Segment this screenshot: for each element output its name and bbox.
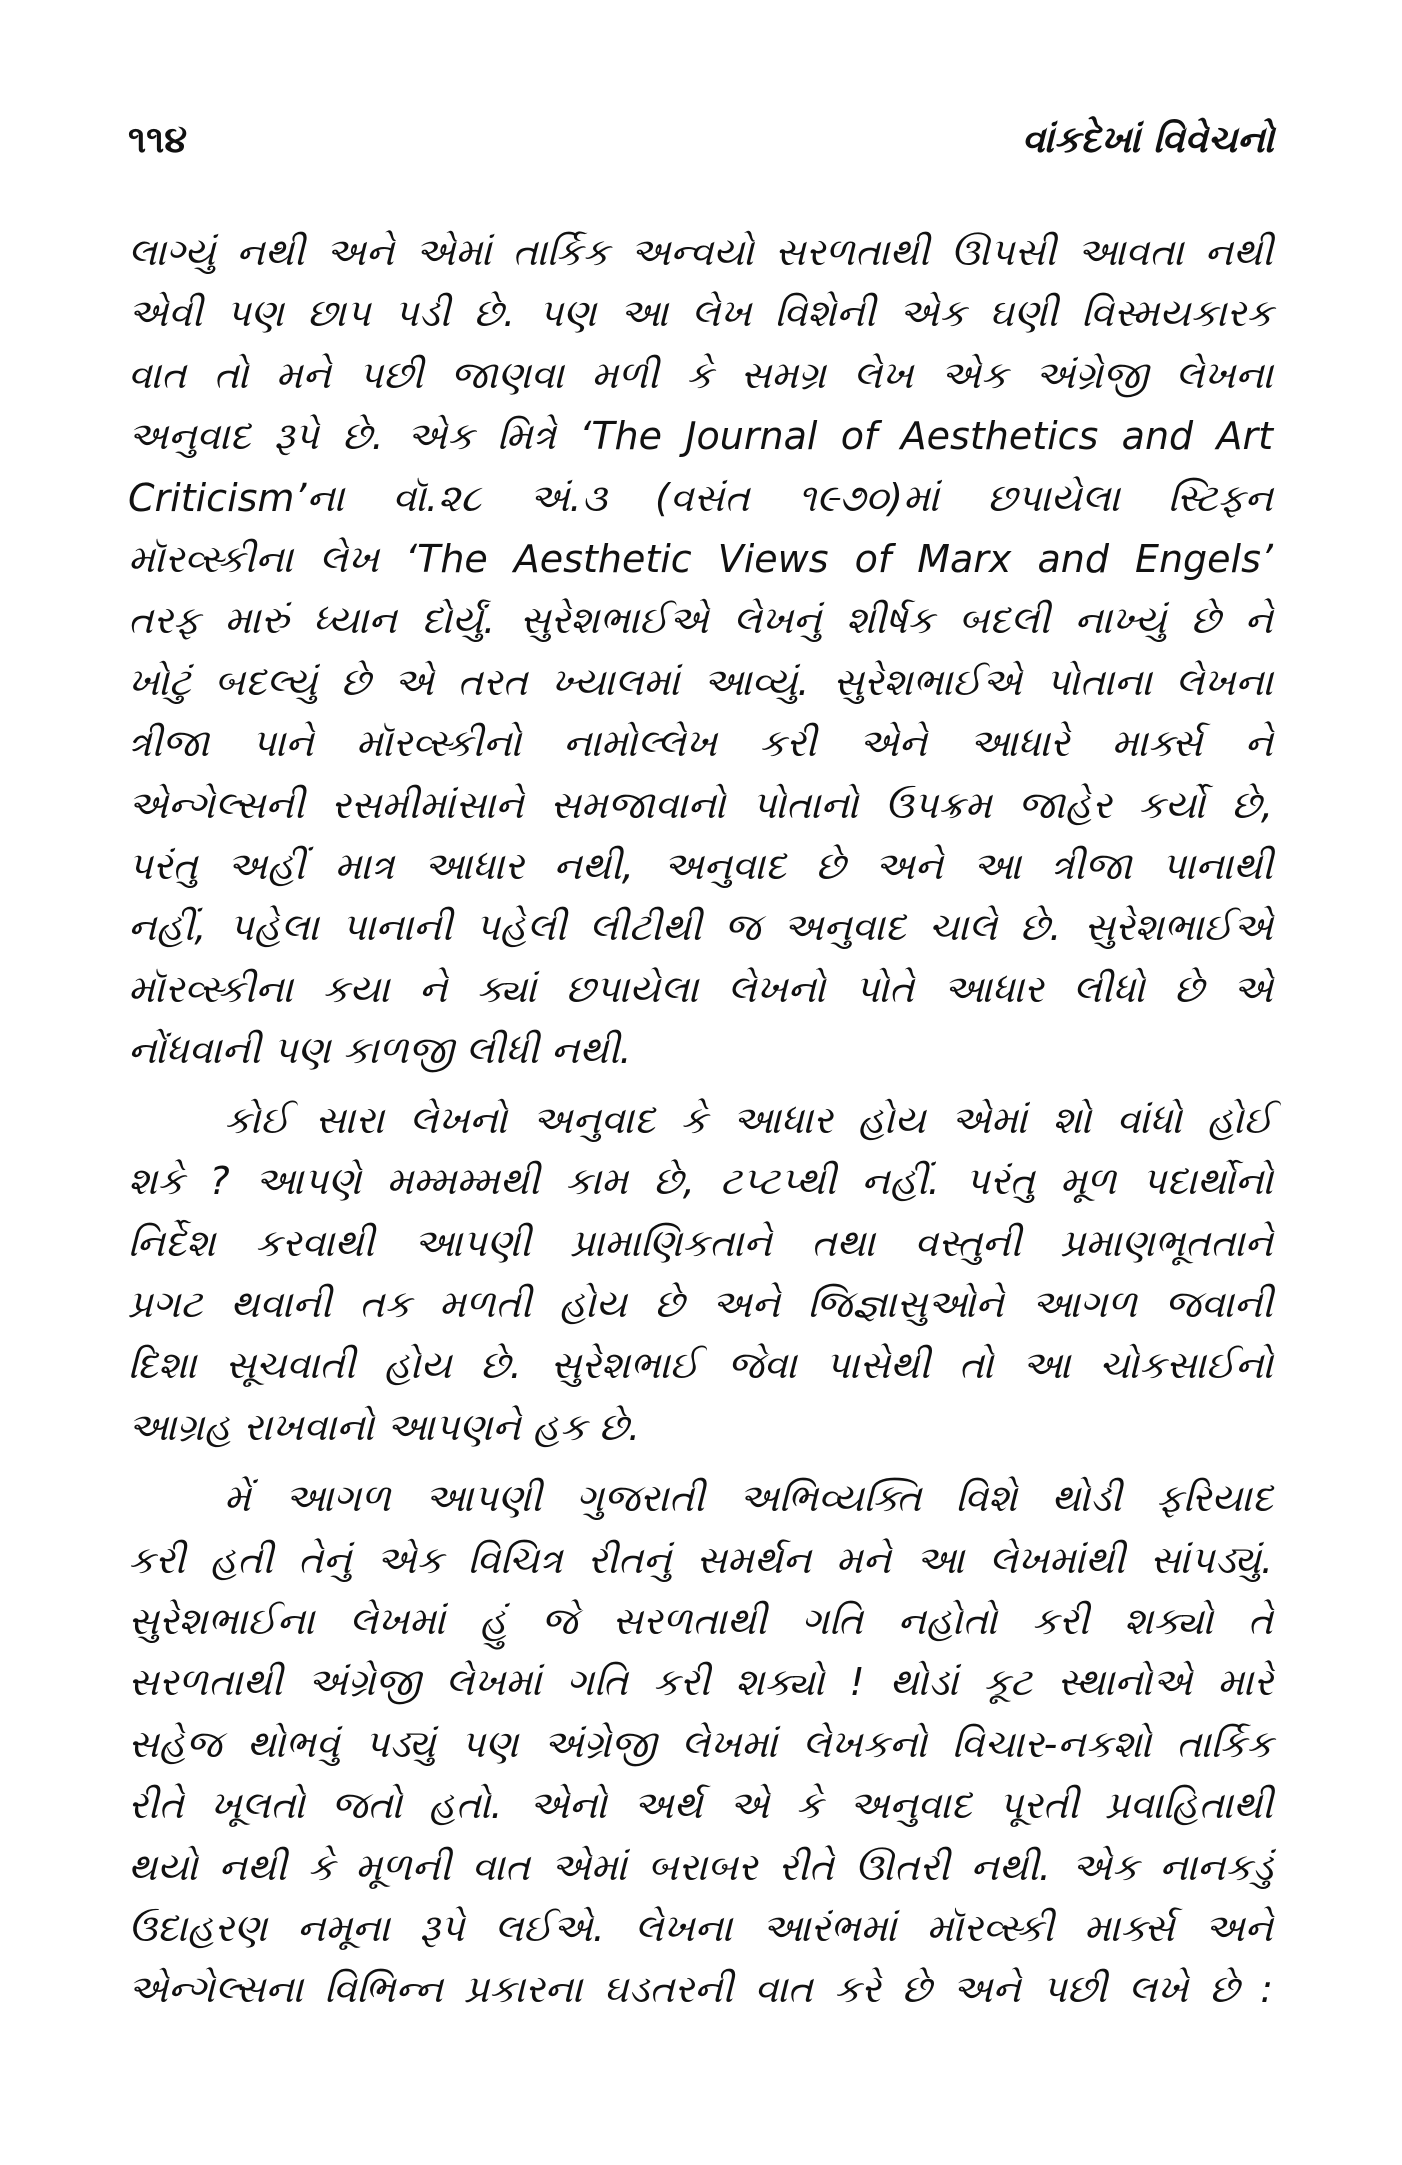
paragraph-1 <box>128 222 1273 1082</box>
text-line: લાગ્યું નથી અને એમાં તાર્કિક અન્વયો સરળતાથી ઊપસી આવતા નથી <box>128 230 1273 274</box>
running-title: વાંકદેખાં વિવેચનો <box>1021 118 1274 161</box>
text-line: શકે ? આપણે મમ્મમ્મથી કામ છે, ટપ્ટપ્થી નહીં. પરંતુ મૂળ પદાર્થોનો <box>128 1159 1273 1204</box>
text-line: કરી હતી તેનું એક વિચિત્ર રીતનું સમર્થન મને આ લેખમાંથી સાંપડ્યું. <box>128 1537 1273 1582</box>
page-number: ૧૧૪ <box>128 118 188 161</box>
text-line: થયો નથી કે મૂળની વાત એમાં બરાબર રીતે ઊતરી નથી. એક નાનકડું <box>128 1844 1273 1889</box>
text-line: દિશા સૂચવાતી હોય છે. સુરેશભાઈ જેવા પાસેથી તો આ ચોકસાઈનો <box>128 1343 1273 1388</box>
text-line: મૉરવ્સ્કીના લેખ ‘The Aesthetic Views of Marx and Engels’ <box>128 537 1273 582</box>
paragraph-2 <box>128 1090 1273 1458</box>
body-text <box>128 222 1273 2021</box>
text-line: એવી પણ છાપ પડી છે. પણ આ લેખ વિશેની એક ઘણી વિસ્મયકારક <box>128 291 1273 336</box>
text-line: નહીં, પહેલા પાનાની પહેલી લીટીથી જ અનુવાદ ચાલે છે. સુરેશભાઈએ <box>128 905 1273 950</box>
text-line: સરળતાથી અંગ્રેજી લેખમાં ગતિ કરી શક્યો ! થોડાં કૂટ સ્થાનોએ મારે <box>128 1660 1273 1705</box>
text-line: આગ્રહ રાખવાનો આપણને હક છે. <box>128 1404 641 1449</box>
text-line: સહેજ થોભવું પડ્યું પણ અંગ્રેજી લેખમાં લેખકનો વિચાર-નકશો તાર્કિક <box>128 1721 1273 1766</box>
text-line: કોઈ સારા લેખનો અનુવાદ કે આધાર હોય એમાં શો વાંધો હોઈ <box>224 1097 1273 1142</box>
text-line: સુરેશભાઈના લેખમાં હું જે સરળતાથી ગતિ નહોતો કરી શક્યો તે <box>128 1598 1273 1643</box>
text-line: એન્ગેલ્સની રસમીમાંસાને સમજાવાનો પોતાનો ઉપક્રમ જાહેર કર્યો છે, <box>128 782 1273 827</box>
text-line: ત્રીજા પાને મૉરવ્સ્કીનો નામોલ્લેખ કરી એને આધારે માર્ક્સ ને <box>128 721 1273 766</box>
page-header <box>128 110 1274 170</box>
text-line: નોંધવાની પણ કાળજી લીધી નથી. <box>128 1028 632 1073</box>
text-line: ખોટું બદલ્યું છે એ તરત ખ્યાલમાં આવ્યું. સુરેશભાઈએ પોતાના લેખના <box>128 659 1273 704</box>
text-line: નિર્દેશ કરવાથી આપણી પ્રામાણિકતાને તથા વસ્તુની પ્રમાણભૂતતાને <box>128 1220 1273 1265</box>
text-line: રીતે ખૂલતો જતો હતો. એનો અર્થ એ કે અનુવાદ પૂરતી પ્રવાહિતાથી <box>128 1783 1273 1828</box>
text-line: પરંતુ અહીં માત્ર આધાર નથી, અનુવાદ છે અને આ ત્રીજા પાનાથી <box>128 844 1273 889</box>
text-line: તરફ મારું ધ્યાન દોર્યું. સુરેશભાઈએ લેખનું શીર્ષક બદલી નાખ્યું છે ને <box>128 598 1273 643</box>
text-line: મેં આગળ આપણી ગુજરાતી અભિવ્યક્તિ વિશે થોડી ફરિયાદ <box>224 1476 1273 1521</box>
text-line: ઉદાહરણ નમૂના રૂપે લઈએ. લેખના આરંભમાં મૉરવ્સ્કી માર્ક્સ અને <box>128 1905 1273 1950</box>
text-line: અનુવાદ રૂપે છે. એક મિત્રે ‘The Journal of Aesthetics and Art <box>128 414 1273 459</box>
text-line: એન્ગેલ્સના વિભિન્ન પ્રકારના ઘડતરની વાત કરે છે અને પછી લખે છે : <box>128 1967 1273 2012</box>
text-line: વાત તો મને પછી જાણવા મળી કે સમગ્ર લેખ એક અંગ્રેજી લેખના <box>128 352 1273 397</box>
text-line: Criticism’ના વૉ.૨૮ અં.૩ (વસંત ૧૯૭૦)માં છપાયેલા સ્ટિફન <box>128 475 1273 520</box>
paragraph-3 <box>128 1468 1273 2021</box>
text-line: પ્રગટ થવાની તક મળતી હોય છે અને જિજ્ઞાસુઓને આગળ જવાની <box>128 1281 1273 1326</box>
text-line: મૉરવ્સ્કીના કયા ને ક્યાં છપાયેલા લેખનો પોતે આધાર લીધો છે એ <box>128 966 1273 1011</box>
